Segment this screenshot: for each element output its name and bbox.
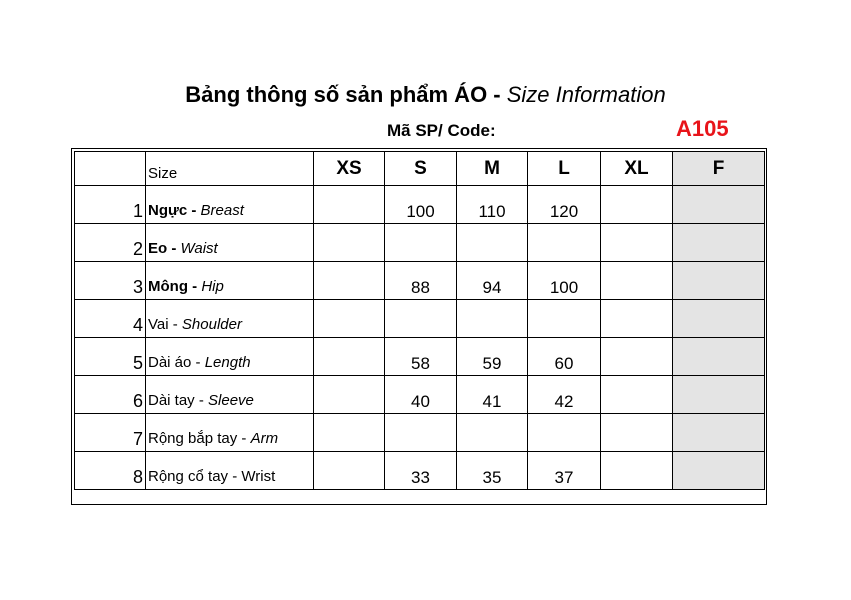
size-value-cell: 100 [528, 262, 601, 300]
measurement-label [146, 338, 314, 376]
measurement-label-en: Arm [250, 430, 279, 447]
header-size-l: L [528, 152, 601, 186]
size-value-cell: 40 [385, 376, 457, 414]
size-value-cell [601, 414, 673, 452]
size-value-cell [314, 338, 385, 376]
size-value-cell [457, 224, 528, 262]
size-value-cell [673, 224, 765, 262]
header-size-m: M [457, 152, 528, 186]
size-value-cell [601, 338, 673, 376]
header-size-xs: XS [314, 152, 385, 186]
size-value-cell [314, 452, 385, 490]
measurement-label [146, 376, 314, 414]
row-number: 6 [75, 376, 146, 414]
row-number: 3 [75, 262, 146, 300]
title-main: Bảng thông số sản phẩm ÁO - [185, 82, 507, 107]
measurement-label [146, 186, 314, 224]
size-value-cell: 120 [528, 186, 601, 224]
row-number: 5 [75, 338, 146, 376]
size-table-body [75, 152, 765, 490]
size-value-cell: 58 [385, 338, 457, 376]
header-size-label: Size [146, 152, 314, 186]
header-size-xl: XL [601, 152, 673, 186]
table-header-row [75, 152, 765, 186]
size-value-cell [528, 224, 601, 262]
measurement-label-vi: Ngực - [148, 202, 201, 219]
size-value-cell: 33 [385, 452, 457, 490]
size-table [74, 151, 765, 490]
size-value-cell: 37 [528, 452, 601, 490]
size-value-cell [601, 452, 673, 490]
measurement-label-vi: Dài tay - [148, 392, 209, 409]
row-number: 8 [75, 452, 146, 490]
measurement-label [146, 300, 314, 338]
size-value-cell [314, 224, 385, 262]
table-row [75, 262, 765, 300]
size-value-cell [385, 224, 457, 262]
size-value-cell: 110 [457, 186, 528, 224]
code-label: Mã SP/ Code: [387, 121, 496, 140]
measurement-label-en: Length [204, 354, 251, 371]
size-value-cell [385, 300, 457, 338]
header-size-s: S [385, 152, 457, 186]
table-row [75, 414, 765, 452]
size-value-cell [601, 300, 673, 338]
size-value-cell: 60 [528, 338, 601, 376]
table-row [75, 224, 765, 262]
measurement-label-vi: Dài áo - [148, 354, 205, 371]
size-value-cell [314, 300, 385, 338]
size-value-cell [314, 186, 385, 224]
size-value-cell [601, 186, 673, 224]
size-value-cell: 42 [528, 376, 601, 414]
measurement-label-vi: Mông - [148, 278, 202, 295]
size-value-cell [528, 414, 601, 452]
row-number: 1 [75, 186, 146, 224]
size-value-cell: 100 [385, 186, 457, 224]
measurement-label [146, 414, 314, 452]
size-value-cell [385, 414, 457, 452]
size-value-cell [673, 338, 765, 376]
measurement-label-en: Breast [200, 202, 244, 219]
size-value-cell [673, 376, 765, 414]
size-value-cell [673, 300, 765, 338]
measurement-label [146, 262, 314, 300]
size-value-cell: 35 [457, 452, 528, 490]
measurement-label-en: Waist [180, 240, 218, 257]
size-value-cell: 59 [457, 338, 528, 376]
row-number: 4 [75, 300, 146, 338]
size-value-cell [601, 376, 673, 414]
size-value-cell [314, 376, 385, 414]
table-row [75, 186, 765, 224]
size-value-cell [528, 300, 601, 338]
measurement-label-vi: Rộng cổ tay - Wrist [148, 468, 276, 485]
size-value-cell [673, 414, 765, 452]
measurement-label-vi: Eo - [148, 240, 181, 257]
size-value-cell: 94 [457, 262, 528, 300]
table-row [75, 452, 765, 490]
header-size-f: F [673, 152, 765, 186]
size-value-cell: 41 [457, 376, 528, 414]
size-value-cell [457, 300, 528, 338]
measurement-label-vi: Vai - [148, 316, 182, 333]
code-value: A105 [676, 116, 729, 141]
title-sub: Size Information [506, 82, 666, 107]
size-value-cell [314, 262, 385, 300]
measurement-label [146, 452, 314, 490]
measurement-label-en: Hip [201, 278, 224, 295]
size-value-cell [314, 414, 385, 452]
table-row [75, 300, 765, 338]
measurement-label [146, 224, 314, 262]
header-blank-cell [75, 152, 146, 186]
measurement-label-en: Sleeve [208, 392, 254, 409]
page-title [0, 82, 851, 108]
size-value-cell [673, 186, 765, 224]
row-number: 7 [75, 414, 146, 452]
size-value-cell [457, 414, 528, 452]
size-value-cell [601, 224, 673, 262]
size-value-cell [673, 452, 765, 490]
table-row [75, 376, 765, 414]
table-row [75, 338, 765, 376]
measurement-label-en: Shoulder [181, 316, 242, 333]
size-value-cell [601, 262, 673, 300]
size-value-cell: 88 [385, 262, 457, 300]
size-value-cell [673, 262, 765, 300]
row-number: 2 [75, 224, 146, 262]
measurement-label-vi: Rộng bắp tay - [148, 430, 251, 447]
